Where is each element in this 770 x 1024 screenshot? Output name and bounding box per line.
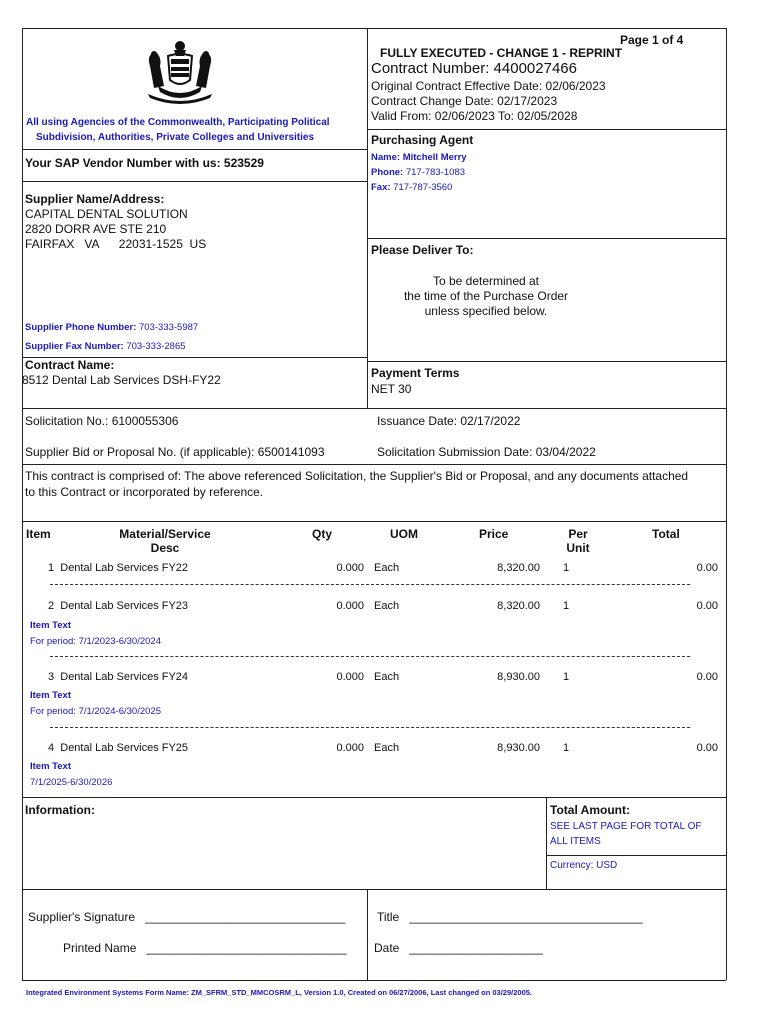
row3-period: For period: 7/1/2024-6/30/2025 [30,706,161,717]
title-label: Title ___________________________________ [377,910,643,924]
row4-per: 1 [563,742,570,754]
row3-total: 0.00 [696,671,718,683]
row4-item-text: Item Text [30,761,72,772]
rule-table-top [22,521,726,522]
row2-item-text: Item Text [30,620,72,631]
col-uom: UOM [390,527,418,541]
rule-signature-divider [367,889,368,980]
frame-middle [367,28,368,408]
row4-price: 8,930.00 [497,742,540,754]
deliver-line3: unless specified below. [424,304,548,318]
row-separator [50,727,690,728]
bid-number: Supplier Bid or Proposal No. (if applicable): 6500141093 [25,445,325,459]
row-separator [50,656,690,657]
purchasing-agent-title: Purchasing Agent [371,133,474,147]
supplier-name: CAPITAL DENTAL SOLUTION [25,207,188,221]
row2-period: For period: 7/1/2023-6/30/2024 [30,636,161,647]
total-note-line1: SEE LAST PAGE FOR TOTAL OF [550,821,702,832]
rule-currency-top [546,855,726,856]
row2-price: 8,320.00 [497,600,540,612]
comprised-line2: to this Contract or incorporated by reference. [25,485,264,499]
col-total: Total [652,527,680,541]
col-price: Price [479,527,509,541]
supplier-street: 2820 DORR AVE STE 210 [25,222,167,236]
currency: Currency: USD [550,860,618,871]
row4-period: 7/1/2025-6/30/2026 [30,777,113,788]
payment-terms-title: Payment Terms [371,366,460,380]
valid-dates: Valid From: 02/06/2023 To: 02/05/2028 [371,109,578,123]
row4-desc: 4 Dental Lab Services FY25 [48,742,189,754]
frame-top [22,28,726,29]
contract-status: FULLY EXECUTED - CHANGE 1 - REPRINT [380,46,623,60]
commonwealth-seal-icon [140,36,220,106]
deliver-line1: To be determined at [432,274,540,288]
row3-qty: 0.000 [336,671,364,683]
row3-per: 1 [563,671,570,683]
row1-desc: 1 Dental Lab Services FY22 [48,562,189,574]
rule-agent-top [367,129,726,130]
contract-number: Contract Number: 4400027466 [371,60,577,77]
row2-total: 0.00 [696,600,718,612]
row1-uom: Each [374,562,400,574]
row2-qty: 0.000 [336,600,364,612]
comprised-line1: This contract is comprised of: The above referenced Solicitation, the Supplier's Bid or Proposal, and any documents attached [25,469,689,483]
supplier-fax: Supplier Fax Number: 703-333-2865 [25,341,186,352]
row3-price: 8,930.00 [497,671,540,683]
col-desc: Material/Service Desc [119,527,211,555]
frame-right [726,28,727,980]
row1-qty: 0.000 [336,562,364,574]
date-label: Date ____________________ [374,941,543,955]
deliver-line2: the time of the Purchase Order [403,289,569,303]
col-per-unit: Per Unit [566,527,590,555]
rule-vendor [22,181,367,182]
payment-terms: NET 30 [371,382,412,396]
row4-total: 0.00 [696,742,718,754]
information-title: Information: [25,803,95,817]
row3-item-text: Item Text [30,690,72,701]
solicitation-number: Solicitation No.: 6100055306 [25,414,179,428]
row4-qty: 0.000 [336,742,364,754]
row3-desc: 3 Dental Lab Services FY24 [48,671,189,683]
contract-name: 8512 Dental Lab Services DSH-FY22 [22,373,221,387]
agent-name: Name: Mitchell Merry [371,152,467,163]
row2-per: 1 [563,600,570,612]
submission-date: Solicitation Submission Date: 03/04/2022 [377,445,596,459]
rule-solicitation-top [22,408,726,409]
row1-total: 0.00 [696,562,718,574]
rule-deliver-top [367,238,726,239]
rule-comprised-top [22,464,726,465]
row2-desc: 2 Dental Lab Services FY23 [48,600,189,612]
rule-payment-top [367,361,726,362]
issuance-date: Issuance Date: 02/17/2022 [377,414,521,428]
rule-info-top [22,797,726,798]
row3-uom: Each [374,671,400,683]
contract-change-date: Contract Change Date: 02/17/2023 [371,94,558,108]
frame-left [22,28,23,408]
agencies-line1: All using Agencies of the Commonwealth, Participating Political [26,117,330,128]
original-effective-date: Original Contract Effective Date: 02/06/2023 [371,79,606,93]
deliver-title: Please Deliver To: [371,243,474,257]
agent-phone: Phone: 717-783-1083 [371,167,466,178]
row1-per: 1 [563,562,570,574]
rule-info-divider [546,797,547,890]
total-amount-title: Total Amount: [550,803,630,817]
row1-price: 8,320.00 [497,562,540,574]
total-note-line2: ALL ITEMS [550,836,601,847]
frame-bottom [22,980,726,981]
form-footer: Integrated Environment Systems Form Name: ZM_SFRM_STD_MMCOSRM_L, Version 1.0, Created on 06/27/2006, Last changed on 03/29/2005. [26,988,532,997]
agencies-line2: Subdivision, Authorities, Private Colleges and Universities [36,132,315,143]
row-separator [50,584,690,585]
rule-agencies [22,149,367,150]
printed-name-label: Printed Name ______________________________ [63,941,347,955]
frame-left-lower [22,408,23,980]
col-item: Item [26,527,51,541]
supplier-phone: Supplier Phone Number: 703-333-5987 [25,322,199,333]
row4-uom: Each [374,742,400,754]
supplier-city: FAIRFAX VA 22031-1525 US [25,237,207,251]
col-qty: Qty [312,527,333,541]
supplier-title: Supplier Name/Address: [25,192,165,206]
sap-vendor-number: Your SAP Vendor Number with us: 523529 [25,156,264,170]
agent-fax: Fax: 717-787-3560 [371,182,453,193]
row2-uom: Each [374,600,400,612]
page-number: Page 1 of 4 [620,33,684,47]
supplier-signature-label: Supplier's Signature ______________________________ [28,910,346,924]
rule-signature-top [22,889,726,890]
contract-name-title: Contract Name: [25,358,115,372]
